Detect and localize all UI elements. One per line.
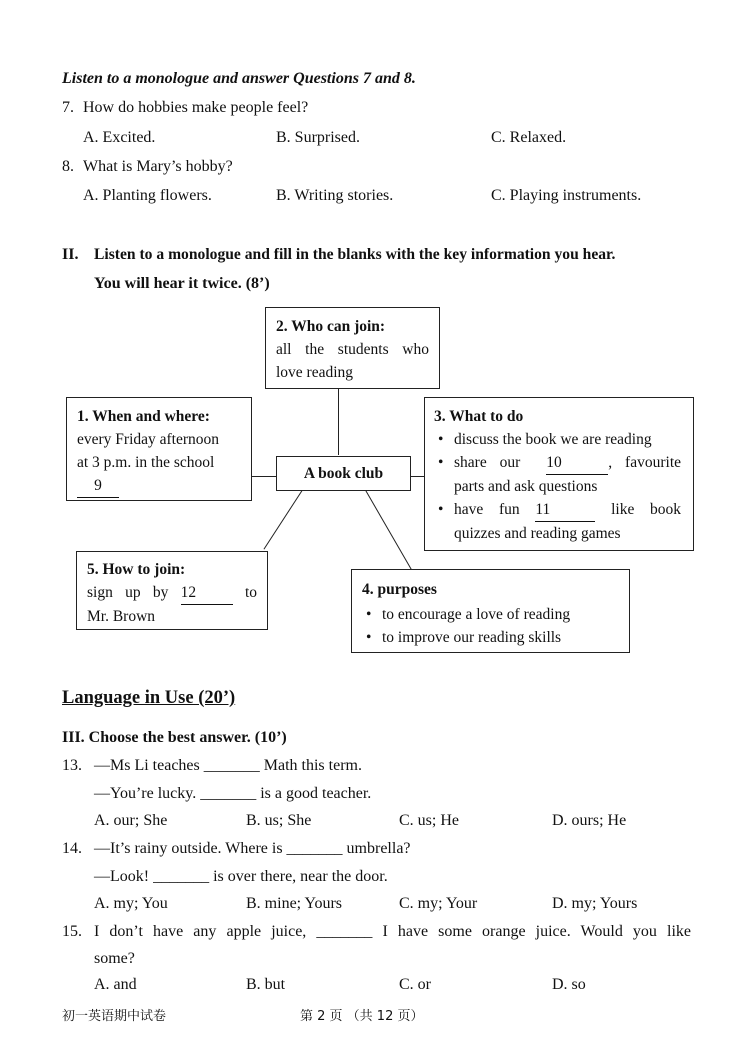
- q8-option-b: B. Writing stories.: [276, 187, 394, 204]
- what-title: 3. What to do: [434, 408, 524, 425]
- how-line1: sign up by 12 to: [87, 581, 257, 605]
- q14-option-d: D. my; Yours: [552, 895, 638, 912]
- what-bullet-1: • discuss the book we are reading: [434, 428, 681, 451]
- when-line1: every Friday afternoon: [77, 431, 220, 448]
- what-bullet-2: • share our 10 , favourite: [434, 451, 681, 475]
- q13-option-b: B. us; She: [246, 812, 312, 829]
- purposes-box: [351, 569, 630, 653]
- what-bullet-3: • have fun 11 like book: [434, 498, 681, 522]
- q13-number: 13.: [62, 757, 82, 774]
- q13-line1: —Ms Li teaches _______ Math this term.: [94, 757, 362, 774]
- connector-how: [263, 489, 303, 549]
- purposes-title: 4. purposes: [362, 581, 437, 598]
- how-to-join-box: [76, 551, 268, 630]
- q7-option-b: B. Surprised.: [276, 129, 360, 146]
- question-8-text: What is Mary’s hobby?: [83, 158, 233, 175]
- blank-9: 9: [77, 474, 119, 498]
- connector-what: [411, 476, 424, 477]
- when-where-box: [66, 397, 252, 501]
- q13-line2: —You’re lucky. _______ is a good teacher.: [94, 785, 372, 802]
- q13-option-c: C. us; He: [399, 812, 459, 829]
- part-title: Language in Use (20’): [62, 688, 236, 708]
- section1-instruction: Listen to a monologue and answer Questions 7 and 8.: [62, 70, 416, 87]
- who-line2: love reading: [276, 364, 354, 381]
- purposes-bullet-1: • to encourage a love of reading: [362, 603, 619, 626]
- q8-option-a: A. Planting flowers.: [83, 187, 212, 204]
- book-club-center: A book club: [276, 456, 411, 491]
- q15-option-c: C. or: [399, 976, 431, 993]
- what-to-do-box: [424, 397, 694, 551]
- q8-option-c: C. Playing instruments.: [491, 187, 642, 204]
- section3-heading: III. Choose the best answer. (10’): [62, 729, 287, 746]
- q15-line1: I don’t have any apple juice, _______ I have some orange juice. Would you like: [94, 923, 691, 940]
- how-title: 5. How to join:: [87, 561, 186, 578]
- blank-10: 10: [546, 451, 608, 475]
- question-7-text: How do hobbies make people feel?: [83, 99, 309, 116]
- section2-heading-line2: You will hear it twice. (8’): [94, 275, 270, 292]
- footer-left: 初一英语期中试卷: [62, 1009, 167, 1024]
- q15-line2: some?: [94, 950, 135, 967]
- what-bullet-2-line2: parts and ask questions: [454, 478, 598, 495]
- who-line1: all the students who: [276, 341, 429, 358]
- q7-option-a: A. Excited.: [83, 129, 156, 146]
- q15-number: 15.: [62, 923, 82, 940]
- q15-option-b: B. but: [246, 976, 286, 993]
- blank-11: 11: [535, 498, 595, 522]
- connector-purposes: [365, 490, 413, 571]
- purposes-bullet-2: • to improve our reading skills: [362, 626, 619, 649]
- how-line2: Mr. Brown: [87, 608, 156, 625]
- section2-heading-line1: Listen to a monologue and fill in the blanks with the key information you hear.: [94, 246, 616, 263]
- q7-option-c: C. Relaxed.: [491, 129, 567, 146]
- what-bullet-3-line2: quizzes and reading games: [454, 525, 621, 542]
- who-title: 2. Who can join:: [276, 318, 386, 335]
- q14-number: 14.: [62, 840, 82, 857]
- connector-when: [251, 476, 276, 477]
- q14-option-c: C. my; Your: [399, 895, 478, 912]
- q14-line2: —Look! _______ is over there, near the door.: [94, 868, 388, 885]
- q15-option-a: A. and: [94, 976, 137, 993]
- q13-option-a: A. our; She: [94, 812, 168, 829]
- question-7-number: 7.: [62, 99, 74, 116]
- when-line2: at 3 p.m. in the school: [77, 454, 215, 471]
- connector-who: [338, 388, 339, 455]
- blank-12: 12: [181, 581, 233, 605]
- q14-line1: —It’s rainy outside. Where is _______ umbrella?: [94, 840, 411, 857]
- q15-option-d: D. so: [552, 976, 586, 993]
- q14-option-a: A. my; You: [94, 895, 168, 912]
- when-title: 1. When and where:: [77, 408, 210, 425]
- footer-page: 第 2 页 （共 12 页）: [300, 1009, 424, 1024]
- q14-option-b: B. mine; Yours: [246, 895, 343, 912]
- who-can-join-box: [265, 307, 440, 389]
- question-8-number: 8.: [62, 158, 74, 175]
- q13-option-d: D. ours; He: [552, 812, 627, 829]
- section2-number: II.: [62, 246, 79, 263]
